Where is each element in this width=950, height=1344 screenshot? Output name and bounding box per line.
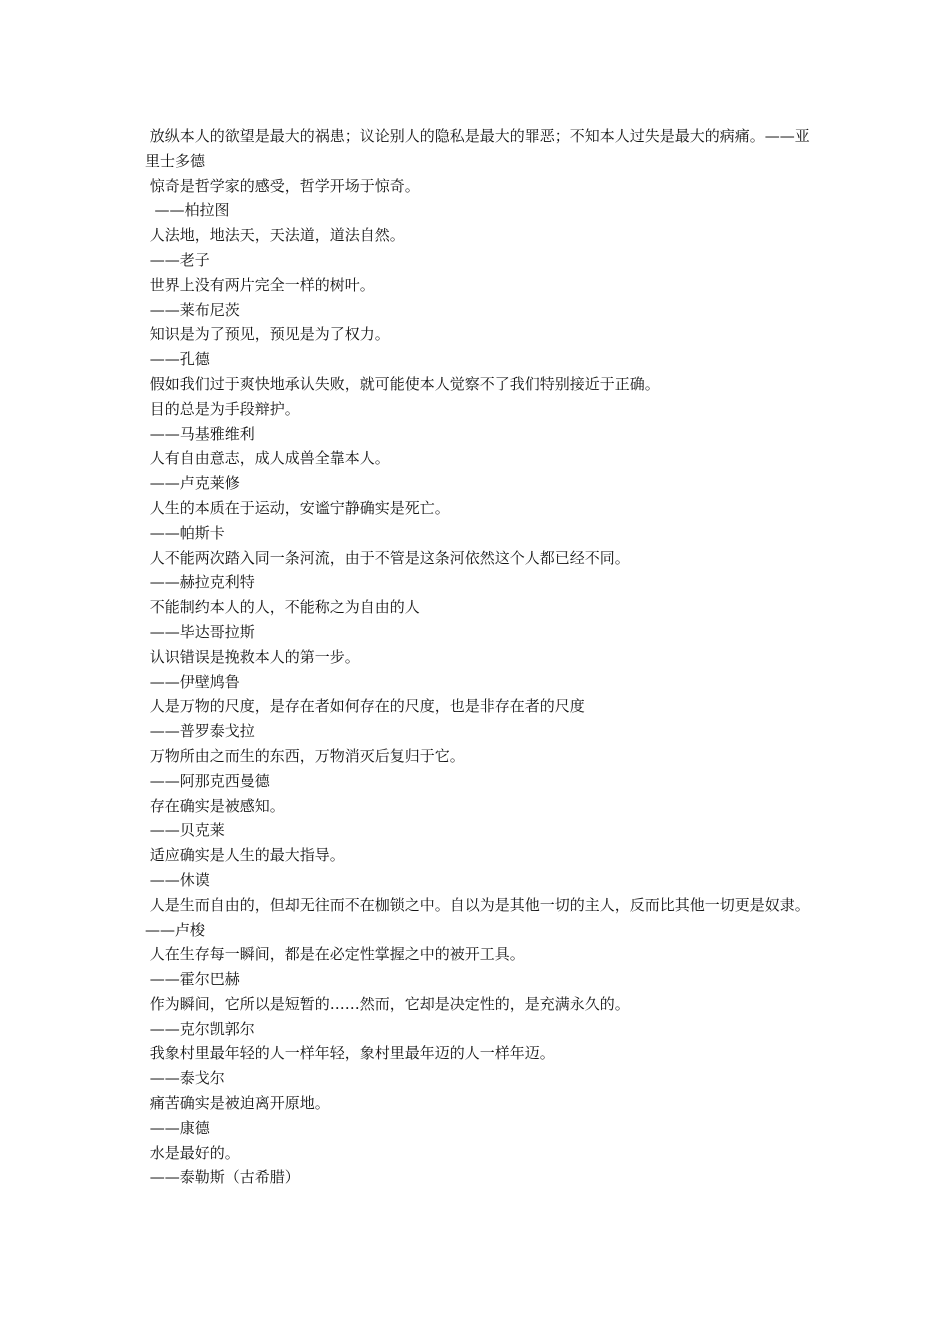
quote-attribution: ——泰勒斯（古希腊） bbox=[145, 1168, 300, 1187]
quote-attribution: ——赫拉克利特 bbox=[145, 573, 255, 592]
quote-text: 水是最好的。 bbox=[145, 1143, 240, 1162]
quote-text: 作为瞬间，它所以是短暂的……然而，它却是决定性的，是充满永久的。 bbox=[145, 994, 630, 1013]
quote-attribution: ——伊壁鸠鲁 bbox=[145, 672, 240, 691]
quote-attribution: ——贝克莱 bbox=[145, 821, 225, 840]
quote-attribution: ——泰戈尔 bbox=[145, 1069, 225, 1088]
quote-text: 人是生而自由的，但却无往而不在枷锁之中。自以为是其他一切的主人，反而比其他一切更是奴隶。 bbox=[145, 895, 810, 914]
quote-text: 惊奇是哲学家的感受，哲学开场于惊奇。 bbox=[145, 176, 420, 195]
quote-attribution: ——孔德 bbox=[145, 350, 210, 369]
quote-attribution: ——老子 bbox=[145, 250, 210, 269]
quote-text: 适应确实是人生的最大指导。 bbox=[145, 846, 345, 865]
quote-text: 痛苦确实是被迫离开原地。 bbox=[145, 1094, 330, 1113]
quote-text: 放纵本人的欲望是最大的祸患；议论别人的隐私是最大的罪恶；不知本人过失是最大的病痛。——亚里士多德 bbox=[145, 127, 810, 170]
quote-text: 人在生存每一瞬间，都是在必定性掌握之中的被开工具。 bbox=[145, 945, 525, 964]
quote-text: 人不能两次踏入同一条河流，由于不管是这条河依然这个人都已经不同。 bbox=[145, 548, 630, 567]
quote-attribution: ——霍尔巴赫 bbox=[145, 970, 240, 989]
quote-attribution: ——马基雅维利 bbox=[145, 424, 255, 443]
quote-attribution: ——普罗泰戈拉 bbox=[145, 722, 255, 741]
quote-attribution: ——帕斯卡 bbox=[145, 523, 225, 542]
quote-text: 人是万物的尺度，是存在者如何存在的尺度，也是非存在者的尺度 bbox=[145, 697, 585, 716]
quote-attribution: ——莱布尼茨 bbox=[145, 300, 240, 319]
quote-attribution: ——阿那克西曼德 bbox=[145, 771, 270, 790]
quote-list bbox=[145, 124, 810, 1190]
quote-attribution: ——毕达哥拉斯 bbox=[145, 622, 255, 641]
quote-attribution: ——康德 bbox=[145, 1118, 210, 1137]
quote-text: 人生的本质在于运动，安谧宁静确实是死亡。 bbox=[145, 498, 450, 517]
quote-attribution: ——克尔凯郭尔 bbox=[145, 1019, 255, 1038]
quote-attribution: ——柏拉图 bbox=[145, 201, 230, 220]
quote-text: 不能制约本人的人，不能称之为自由的人 bbox=[145, 598, 420, 617]
quote-text: 知识是为了预见，预见是为了权力。 bbox=[145, 325, 390, 344]
quote-text: 目的总是为手段辩护。 bbox=[145, 399, 300, 418]
quote-text: 人有自由意志，成人成兽全靠本人。 bbox=[145, 449, 390, 468]
quote-text: 万物所由之而生的东西，万物消灭后复归于它。 bbox=[145, 746, 465, 765]
quote-text: 人法地，地法天，天法道，道法自然。 bbox=[145, 226, 405, 245]
quote-attribution: ——卢梭 bbox=[145, 920, 206, 939]
quote-text: 认识错误是挽救本人的第一步。 bbox=[145, 647, 360, 666]
quote-text: 我象村里最年轻的人一样年轻，象村里最年迈的人一样年迈。 bbox=[145, 1044, 555, 1063]
quote-text: 世界上没有两片完全一样的树叶。 bbox=[145, 275, 375, 294]
quote-attribution: ——休谟 bbox=[145, 870, 210, 889]
quote-text: 假如我们过于爽快地承认失败，就可能使本人觉察不了我们特别接近于正确。 bbox=[145, 374, 660, 393]
quote-attribution: ——卢克莱修 bbox=[145, 474, 240, 493]
quote-text: 存在确实是被感知。 bbox=[145, 796, 285, 815]
